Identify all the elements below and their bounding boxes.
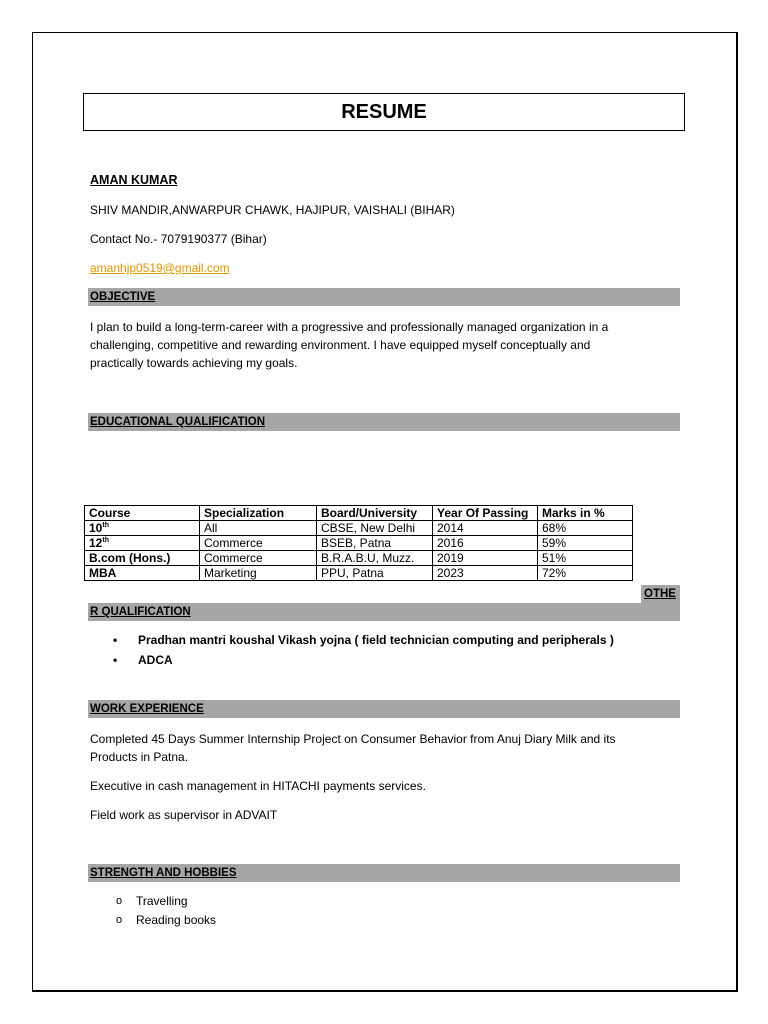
candidate-name: AMAN KUMAR <box>90 173 178 187</box>
phone-number: Contact No.- 7079190377 (Bihar) <box>90 232 267 246</box>
year-cell: 2019 <box>433 551 538 566</box>
table-row <box>85 521 633 536</box>
board-cell: PPU, Patna <box>317 566 433 581</box>
column-header: Specialization <box>200 506 317 521</box>
list-item: o Reading books <box>116 911 416 930</box>
email-link[interactable]: amanhjp0519@gmail.com <box>90 261 230 275</box>
objective-line: challenging, competitive and rewarding environment. I have equipped myself conceptually and <box>90 338 591 352</box>
objective-text <box>90 318 690 372</box>
marks-cell: 59% <box>538 536 633 551</box>
board-cell: B.R.A.B.U, Muzz. <box>317 551 433 566</box>
table-row <box>85 536 633 551</box>
education-table <box>84 505 633 581</box>
year-cell: 2016 <box>433 536 538 551</box>
course-cell: B.com (Hons.) <box>85 551 200 566</box>
list-item: • Pradhan mantri koushal Vikash yojna ( field technician computing and peripherals ) <box>113 630 673 650</box>
specialization-cell: All <box>200 521 317 536</box>
marks-cell: 51% <box>538 551 633 566</box>
column-header: Marks in % <box>538 506 633 521</box>
list-item: • ADCA <box>113 650 673 670</box>
course-cell: 10th <box>85 521 200 536</box>
hobbies-heading: STRENGTH AND HOBBIES <box>88 864 680 882</box>
work-line: Executive in cash management in HITACHI payments services. <box>90 779 426 793</box>
column-header: Course <box>85 506 200 521</box>
column-header: Year Of Passing <box>433 506 538 521</box>
work-line: Completed 45 Days Summer Internship Project on Consumer Behavior from Anuj Diary Milk and its <box>90 732 616 746</box>
course-cell: 12th <box>85 536 200 551</box>
address: SHIV MANDIR,ANWARPUR CHAWK, HAJIPUR, VAISHALI (BIHAR) <box>90 203 455 217</box>
objective-line: practically towards achieving my goals. <box>90 356 298 370</box>
table-row <box>85 551 633 566</box>
work-experience-text <box>90 730 690 766</box>
year-cell: 2023 <box>433 566 538 581</box>
list-item: o Travelling <box>116 892 416 911</box>
column-header: Board/University <box>317 506 433 521</box>
specialization-cell: Marketing <box>200 566 317 581</box>
specialization-cell: Commerce <box>200 551 317 566</box>
course-cell: MBA <box>85 566 200 581</box>
year-cell: 2014 <box>433 521 538 536</box>
marks-cell: 68% <box>538 521 633 536</box>
table-row <box>85 566 633 581</box>
marks-cell: 72% <box>538 566 633 581</box>
work-line: Products in Patna. <box>90 750 189 764</box>
work-experience-heading: WORK EXPERIENCE <box>88 700 680 718</box>
education-heading: EDUCATIONAL QUALIFICATION <box>88 413 680 431</box>
hobbies-list <box>116 892 416 930</box>
resume-title: RESUME <box>83 93 685 131</box>
objective-line: I plan to build a long-term-career with a progressive and professionally managed organization in a <box>90 320 609 334</box>
board-cell: CBSE, New Delhi <box>317 521 433 536</box>
specialization-cell: Commerce <box>200 536 317 551</box>
objective-heading: OBJECTIVE <box>88 288 680 306</box>
table-header-row <box>85 506 633 521</box>
board-cell: BSEB, Patna <box>317 536 433 551</box>
other-qualification-list <box>113 630 673 670</box>
work-line: Field work as supervisor in ADVAIT <box>90 808 278 822</box>
other-qualification-heading: R QUALIFICATION <box>88 603 680 621</box>
other-heading-part1: OTHE <box>641 585 680 603</box>
